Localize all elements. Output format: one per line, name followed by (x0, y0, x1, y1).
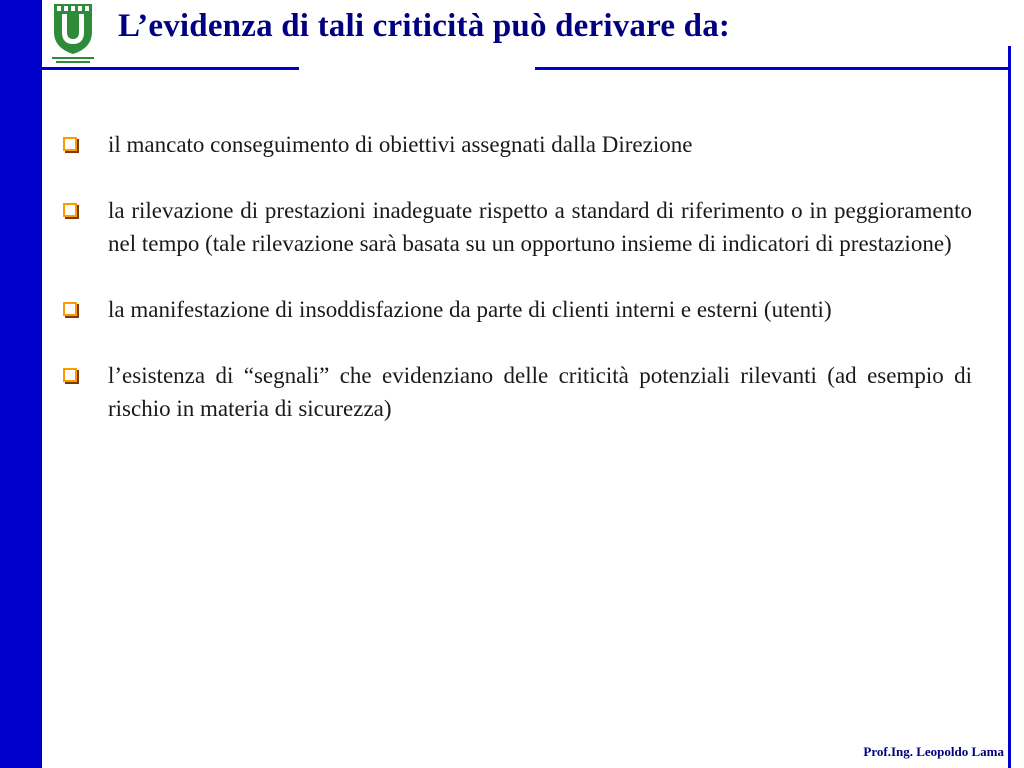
bullet-text: la rilevazione di prestazioni inadeguate rispetto a standard di riferimento o in peggioramento nel tempo (tale rilevazione sarà basata su un opportuno insieme di indicatori di prestazione) (108, 198, 972, 256)
title-underline-left (42, 67, 299, 70)
title-underline-right (535, 67, 1011, 70)
checkbox-bullet-icon (62, 202, 80, 220)
bullet-text: la manifestazione di insoddisfazione da parte di clienti interni e esterni (utenti) (108, 297, 832, 322)
bullet-item (62, 128, 972, 161)
checkbox-bullet-icon (62, 301, 80, 319)
university-logo (48, 2, 98, 66)
footer-author: Prof.Ing. Leopoldo Lama (863, 744, 1004, 759)
bullet-text: il mancato conseguimento di obiettivi assegnati dalla Direzione (108, 132, 693, 157)
bullet-item (62, 293, 972, 326)
bullet-text: l’esistenza di “segnali” che evidenziano delle criticità potenziali rilevanti (ad esempio di rischio in materia di sicurezza) (108, 363, 972, 421)
bullet-item (62, 359, 972, 425)
slide-title: L’evidenza di tali criticità può derivare da: (118, 8, 731, 44)
bullet-list (62, 128, 972, 458)
checkbox-bullet-icon (62, 136, 80, 154)
checkbox-bullet-icon (62, 367, 80, 385)
left-accent-bar (0, 0, 42, 768)
bullet-item (62, 194, 972, 260)
right-accent-line (1008, 46, 1011, 768)
